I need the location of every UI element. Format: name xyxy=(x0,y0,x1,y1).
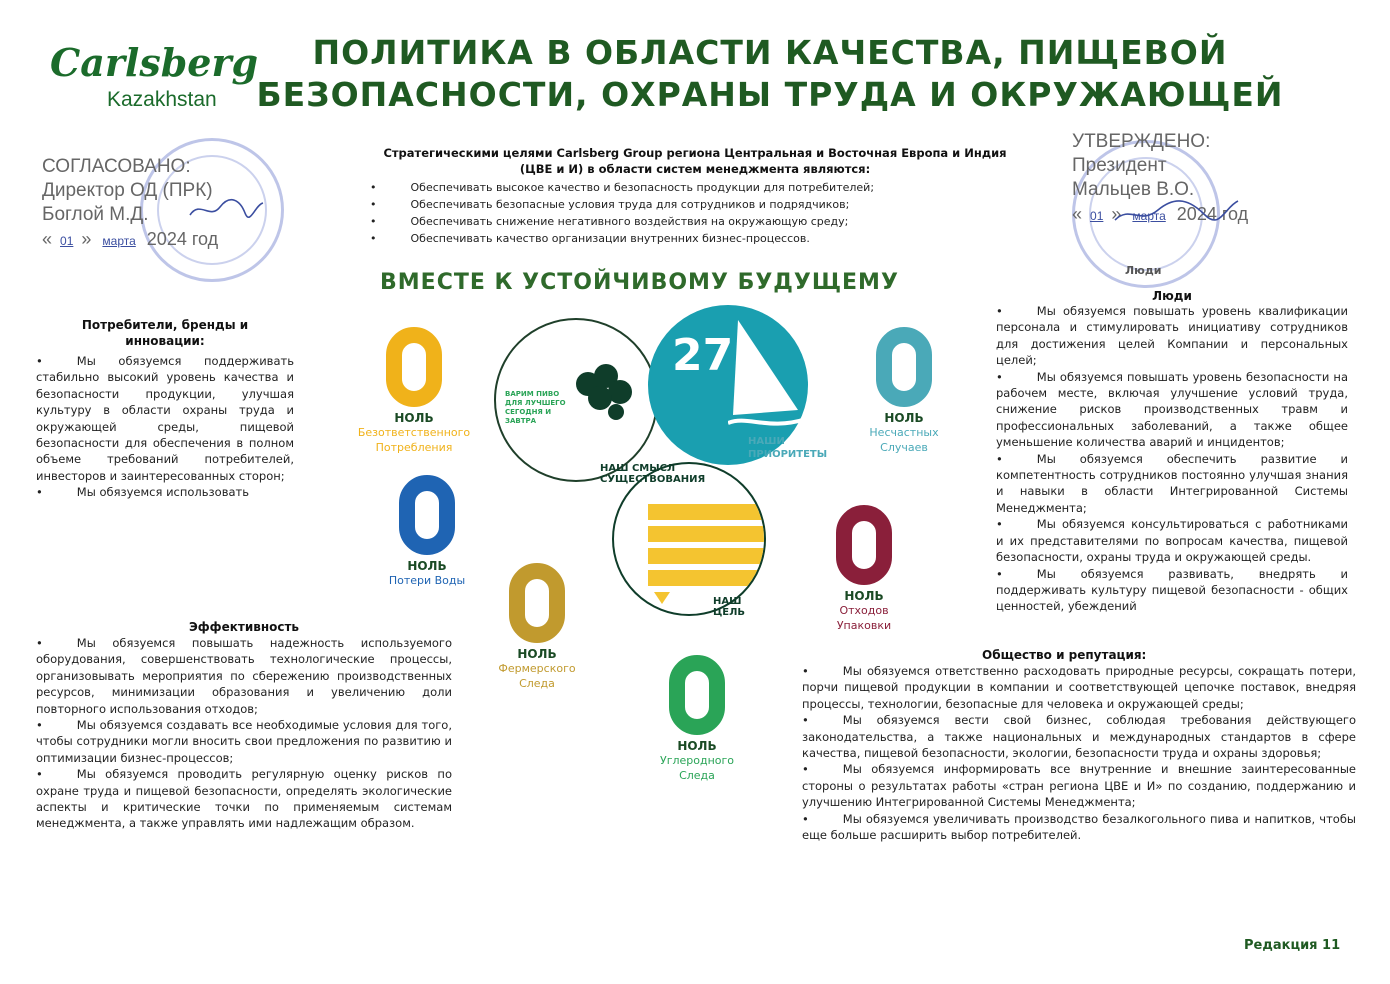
edition-label: Редакция 11 xyxy=(1244,938,1341,953)
goal-bar xyxy=(648,570,766,586)
zero-carbon xyxy=(652,655,742,783)
list-item: • Мы обязуемся проводить регулярную оценку рисков по охране труда и пищевой безопасности, определять экологические аспекты и критические точки по применяемым системам менеджмента, а также управлять ими надлежащим образом. xyxy=(36,766,452,832)
zero-consumption xyxy=(355,327,473,455)
zero-text: Отходов Упаковки xyxy=(836,604,892,632)
zero-water xyxy=(385,475,469,588)
list-item: • Мы обязуемся ответственно расходовать природные ресурсы, сокращать потери, порчи пищевой продукции в компании и соответствующей цепочке поставок, внедряя процессы, технологии, безопасные для человека и окружающей среды; xyxy=(802,663,1356,712)
consumers-section xyxy=(36,317,294,501)
list-item: • Мы обязуемся консультироваться с работниками и их представителями по вопросам качества, пищевой безопасности, охраны труда и окружающей среды. xyxy=(996,516,1348,565)
zero-label: НОЛЬ xyxy=(394,411,434,425)
title-line-2: БЕЗОПАСНОСТИ, ОХРАНЫ ТРУДА И ОКРУЖАЮЩЕЙ xyxy=(256,75,1284,114)
zero-farming xyxy=(490,563,584,691)
consumers-list xyxy=(36,353,294,501)
society-list xyxy=(802,663,1356,843)
agreed-label: СОГЛАСОВАНО: xyxy=(42,156,191,177)
agreed-signature xyxy=(185,195,265,225)
zero-label: НОЛЬ xyxy=(884,411,924,425)
consumers-heading: Потребители, бренды и инновации: xyxy=(81,318,249,348)
strategic-goals xyxy=(370,145,1020,247)
slogan: ВМЕСТЕ К УСТОЙЧИВОМУ БУДУЩЕМУ xyxy=(380,270,899,295)
zero-icon xyxy=(876,327,932,407)
zero-icon xyxy=(669,655,725,735)
efficiency-section xyxy=(36,620,452,832)
approved-signature xyxy=(1110,195,1240,229)
goal-arrow xyxy=(654,592,670,604)
zero-text: Несчастных Случаев xyxy=(869,426,939,454)
list-item: • Мы обязуемся обеспечить развитие и компетентность сотрудников постоянно улучшая знания и навыки в области Интегрированной Системы Менеджмента; xyxy=(996,451,1348,517)
zero-label: НОЛЬ xyxy=(517,647,557,661)
logo-brand: Carlsberg xyxy=(50,40,259,85)
zero-accidents xyxy=(862,327,946,455)
goal-circle xyxy=(612,462,766,616)
agreed-position: Директор ОД (ПРК) xyxy=(42,180,213,201)
zero-label: НОЛЬ xyxy=(844,589,884,603)
sail-icon xyxy=(728,315,808,435)
approved-stamp-caption: Люди xyxy=(1125,264,1162,277)
priorities-number: 27 xyxy=(672,330,734,381)
list-item: • Мы обязуемся развивать, внедрять и поддерживать культуру пищевой безопасности - общих ценностей, убеждений xyxy=(996,566,1348,615)
people-list xyxy=(996,303,1348,615)
approved-label: УТВЕРЖДЕНО: xyxy=(1072,131,1211,152)
people-section xyxy=(996,289,1348,615)
title-line-1: ПОЛИТИКА В ОБЛАСТИ КАЧЕСТВА, ПИЩЕВОЙ xyxy=(312,33,1228,72)
goal-label: НАШ ЦЕЛЬ xyxy=(713,596,746,618)
zero-text: Фермерского Следа xyxy=(498,662,576,690)
strategic-list xyxy=(370,179,1020,247)
hops-icon xyxy=(570,362,640,422)
list-item: • Мы обязуемся увеличивать производство безалкогольного пива и напитков, чтобы еще больше расширить выбор потребителей. xyxy=(802,811,1356,844)
efficiency-list xyxy=(36,635,452,832)
goal-bar xyxy=(648,526,766,542)
zero-text: Безответственного Потребления xyxy=(357,426,471,454)
zero-icon xyxy=(386,327,442,407)
goal-bar xyxy=(648,548,766,564)
zero-icon xyxy=(399,475,455,555)
zero-icon xyxy=(836,505,892,585)
society-heading: Общество и репутация: xyxy=(982,648,1147,662)
list-item: • Обеспечивать снижение негативного воздействия на окружающую среду; xyxy=(370,213,1020,230)
list-item: • Мы обязуемся повышать уровень безопасности на рабочем месте, включая улучшение условий труда, снижение рисков производственных травм и профессиональных заболеваний, а также общее уменьшение количества аварий и инцидентов; xyxy=(996,369,1348,451)
approved-position: Президент xyxy=(1072,155,1167,176)
zero-text: Потери Воды xyxy=(388,574,466,587)
strategic-heading: Стратегическими целями Carlsberg Group региона Центральная и Восточная Европа и Индия (ЦВЕ и И) в области систем менеджмента являются: xyxy=(383,146,1007,176)
zero-text: Углеродного Следа xyxy=(659,754,735,782)
society-section xyxy=(802,648,1356,843)
list-item: • Мы обязуемся информировать все внутренние и внешние заинтересованные стороны о результатах работы «стран региона ЦВЕ и И» по созданию, поддержанию и улучшению Интегрированной Системы Менеджмента; xyxy=(802,761,1356,810)
efficiency-heading: Эффективность xyxy=(188,620,300,634)
list-item: • Обеспечивать высокое качество и безопасность продукции для потребителей; xyxy=(370,179,1020,196)
logo xyxy=(50,40,259,120)
goal-bar xyxy=(648,504,766,520)
list-item: • Мы обязуемся вести свой бизнес, соблюдая требования действующего законодательства, а также национальных и международных стандартов в сфере качества, пищевой безопасности, экологии, безопасности труда и охраны здоровья; xyxy=(802,712,1356,761)
list-item: • Мы обязуемся повышать надежность используемого оборудования, совершенствовать технологические процессы, организовывать мероприятия по сбережению производственных ресурсов, минимизации образования и увеличению доли повторного использования отходов; xyxy=(36,635,452,717)
zero-label: НОЛЬ xyxy=(407,559,447,573)
list-item: • Мы обязуемся повышать уровень квалификации персонала и стимулировать инициативу сотрудников для достижения целей Компании и персональных целей; xyxy=(996,303,1348,369)
people-heading: Люди xyxy=(1152,289,1192,303)
list-item: • Обеспечивать качество организации внутренних бизнес-процессов. xyxy=(370,230,1020,247)
approved-name: Мальцев В.О. xyxy=(1072,179,1195,200)
zero-icon xyxy=(509,563,565,643)
list-item: • Мы обязуемся поддерживать стабильно высокий уровень качества и безопасности продукции, улучшая культуру в области охраны труда и окружающей среды, пищевой безопасности для обеспечения в полном объеме требований потребителей, инвесторов и заинтересованных сторон; xyxy=(36,353,294,484)
page-title xyxy=(250,32,1290,116)
approved-date: « 01 » марта 2024 год xyxy=(1072,204,1249,224)
zero-packaging xyxy=(822,505,906,633)
purpose-text: ВАРИМ ПИВО ДЛЯ ЛУЧШЕГО СЕГОДНЯ И ЗАВТРА xyxy=(505,390,566,425)
priorities-label: НАШИ ПРИОРИТЕТЫ xyxy=(748,436,828,460)
zero-label: НОЛЬ xyxy=(677,739,717,753)
list-item: • Обеспечивать безопасные условия труда для сотрудников и подрядчиков; xyxy=(370,196,1020,213)
agreed-date: « 01 » марта 2024 год xyxy=(42,229,219,249)
agreed-name: Боглой М.Д. xyxy=(42,204,149,225)
list-item: • Мы обязуемся создавать все необходимые условия для того, чтобы сотрудники могли вносить свои предложения по развитию и оптимизации бизнес-процессов; xyxy=(36,717,452,766)
purpose-label: НАШ СМЫСЛ СУЩЕСТВОВАНИЯ xyxy=(600,463,706,485)
logo-region: Kazakhstan xyxy=(107,88,217,111)
list-item: • Мы обязуемся использовать xyxy=(36,484,294,500)
